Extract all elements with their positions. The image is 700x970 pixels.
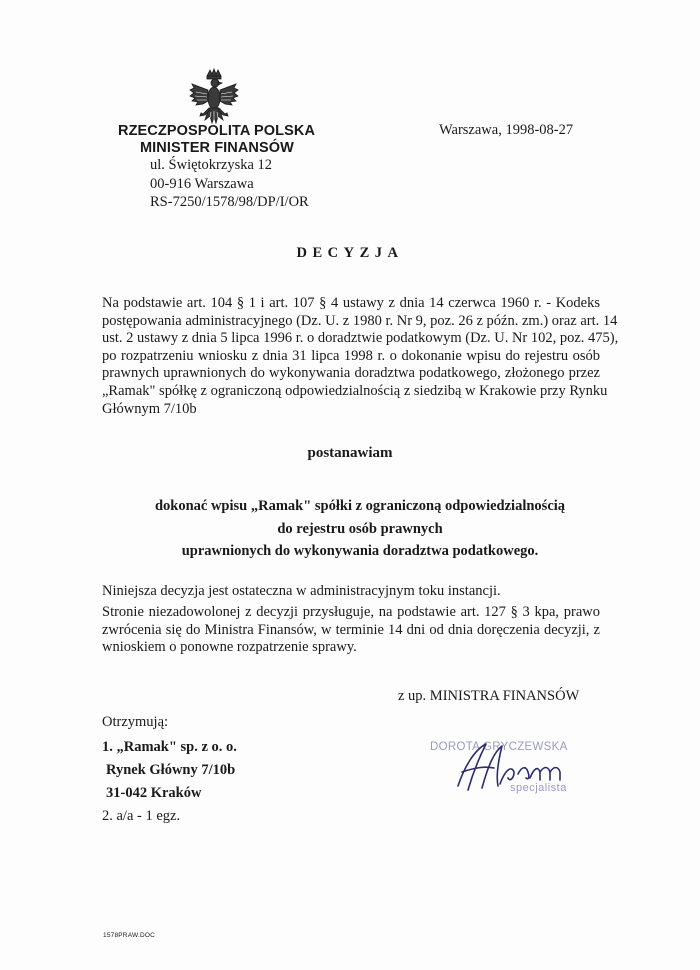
appeal-line: zwrócenia się do Ministra Finansów, w terminie 14 dni od dnia doręczenia decyzji, z bbox=[102, 621, 600, 638]
legal-basis-line: postępowania administracyjnego (Dz. U. z 1980 r. Nr 9, poz. 26 z późn. zm.) oraz art. 14 bbox=[102, 312, 618, 329]
recipients-label: Otrzymują: bbox=[102, 714, 169, 730]
finality-statement: Niniejsza decyzja jest ostateczna w administracyjnym toku instancji. bbox=[102, 583, 501, 599]
appeal-paragraph bbox=[102, 604, 600, 657]
legal-basis-line: prawnych uprawnionych do wykonywania doradztwa podatkowego, złożonego przez bbox=[102, 365, 600, 382]
signatory-line: z up. MINISTRA FINANSÓW bbox=[398, 688, 580, 704]
legal-basis-line: Głównym 7/10b bbox=[102, 400, 197, 417]
legal-basis-line: „Ramak" spółkę z ograniczoną odpowiedzialnością z siedzibą w Krakowie przy Rynku bbox=[102, 382, 608, 399]
polish-eagle-emblem-icon bbox=[188, 68, 240, 130]
document-title: DECYZJA bbox=[296, 245, 404, 261]
handwritten-signature-icon bbox=[448, 738, 598, 798]
decision-word: postanawiam bbox=[307, 445, 393, 461]
place-date: Warszawa, 1998-08-27 bbox=[439, 122, 574, 138]
decision-line: uprawnionych do wykonywania doradztwa podatkowego. bbox=[181, 543, 539, 559]
issuer-office: MINISTER FINANSÓW bbox=[140, 140, 294, 156]
footer-file-name: 1578PRAW.DOC bbox=[103, 932, 156, 939]
legal-basis-line: po rozpatrzeniu wniosku z dnia 31 lipca 1998 r. o dokonanie wpisu do rejestru osób bbox=[102, 347, 600, 364]
legal-basis-line: ust. 2 ustawy z dnia 5 lipca 1996 r. o doradztwie podatkowym (Dz. U. Nr 102, poz. 475), bbox=[102, 330, 619, 347]
reference-number: RS-7250/1578/98/DP/I/OR bbox=[150, 194, 309, 210]
recipient-line: 31-042 Kraków bbox=[106, 785, 202, 801]
recipients-list bbox=[102, 736, 237, 828]
decision-line: dokonać wpisu „Ramak" spółki z ograniczoną odpowiedzialnością bbox=[154, 498, 566, 514]
recipient-line: 2. a/a - 1 egz. bbox=[102, 808, 181, 824]
issuer-name bbox=[118, 123, 315, 156]
issuer-street: ul. Świętokrzyska 12 bbox=[150, 157, 273, 173]
appeal-line: Stronie niezadowolonej z decyzji przysługuje, na podstawie art. 127 § 3 kpa, prawo bbox=[102, 604, 600, 620]
recipient-line: Rynek Główny 7/10b bbox=[106, 762, 236, 778]
issuer-postal-city: 00-916 Warszawa bbox=[150, 175, 254, 192]
legal-basis-line: Na podstawie art. 104 § 1 i art. 107 § 4 ustawy z dnia 14 czerwca 1960 r. - Kodeks bbox=[102, 295, 600, 311]
official-stamp bbox=[430, 738, 580, 798]
stamp-role: specjalista bbox=[510, 782, 567, 794]
stamp-name: DOROTA GRYCZEWSKA bbox=[430, 741, 568, 753]
issuer-country: RZECZPOSPOLITA POLSKA bbox=[118, 123, 316, 139]
recipient-line: 1. „Ramak" sp. z o. o. bbox=[102, 739, 237, 755]
appeal-line: wnioskiem o ponowne rozpatrzenie sprawy. bbox=[102, 639, 357, 656]
issuer-address bbox=[150, 156, 309, 212]
decision-line: do rejestru osób prawnych bbox=[277, 520, 443, 537]
decision-body bbox=[60, 495, 660, 563]
legal-basis-paragraph bbox=[102, 295, 619, 418]
